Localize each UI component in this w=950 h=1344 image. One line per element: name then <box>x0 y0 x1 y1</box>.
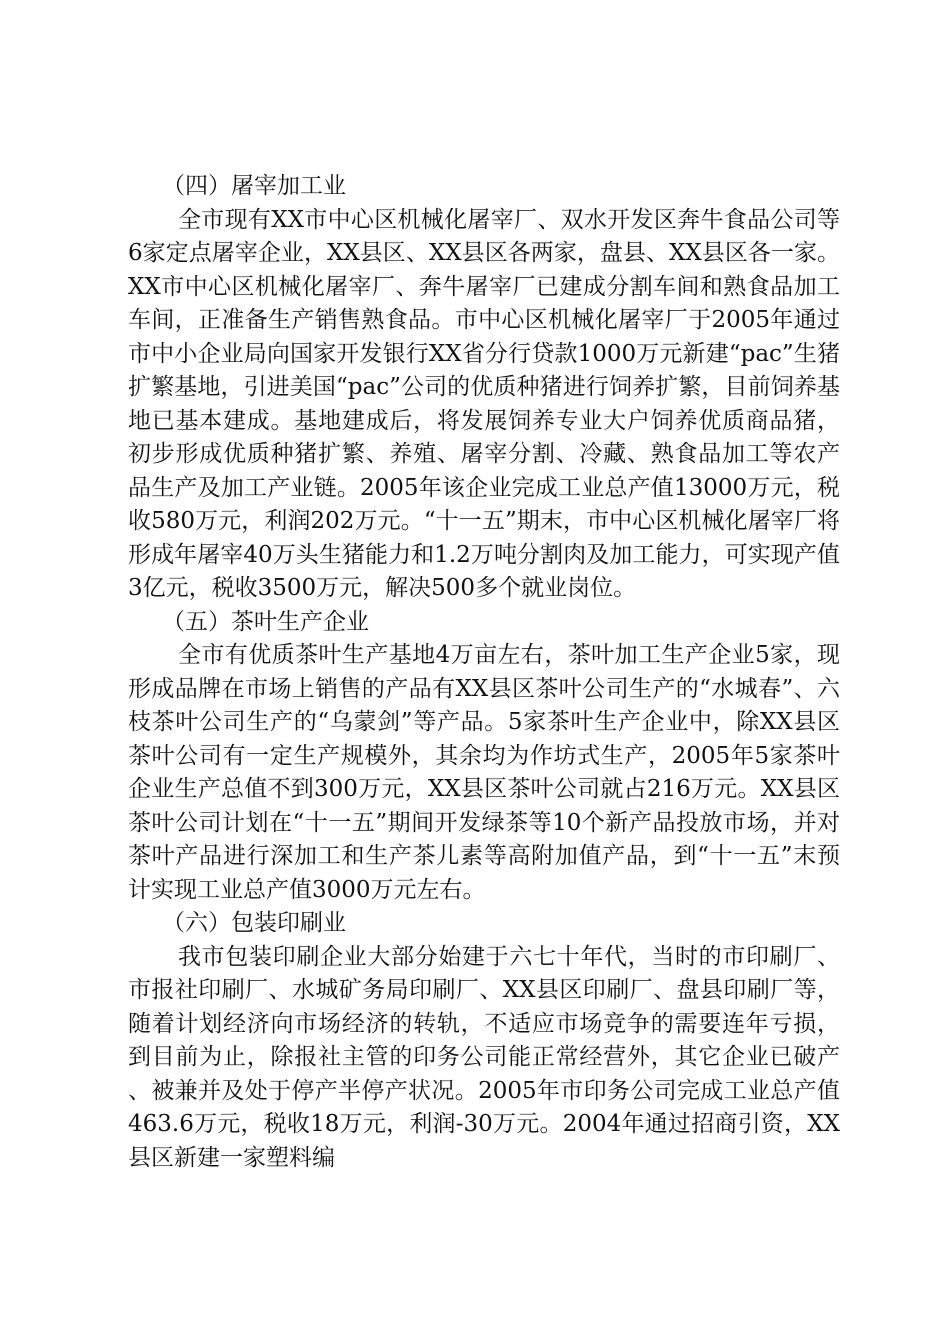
section-paragraph-printing: 我市包装印刷企业大部分始建于六七十年代，当时的市印刷厂、市报社印刷厂、水城矿务局印刷厂、XX县区印刷厂、盘县印刷厂等，随着计划经济向市场经济的转轨，不适应市场竞争的需要连年亏损，到目前为止，除报社主管的印务公司能正常经营外，其它企业已破产、被兼并及处于停产半停产状况。2005年市印务公司完成工业总产值463.6万元，税收18万元，利润-30万元。2004年通过招商引资，XX县区新建一家塑料编 <box>128 943 840 1171</box>
section-paragraph-tea: 全市有优质茶叶生产基地4万亩左右，茶叶加工生产企业5家，现形成品牌在市场上销售的产品有XX县区茶叶公司生产的“水城春”、六枝茶叶公司生产的“乌蒙剑”等产品。5家茶叶生产企业中，除XX县区茶叶公司有一定生产规模外，其余均为作坊式生产，2005年5家茶叶企业生产总值不到300万元，XX县区茶叶公司就占216万元。XX县区茶叶公司计划在“十一五”期间开发绿茶等10个新产品投放市场，并对茶叶产品进行深加工和生产茶儿素等高附加值产品，到“十一五”末预计实现工业总产值3000万元左右。 <box>128 642 840 903</box>
document-page <box>128 170 840 1175</box>
section-heading-slaughter: （四）屠宰加工业 <box>162 173 346 199</box>
section-paragraph-slaughter: 全市现有XX市中心区机械化屠宰厂、双水开发区奔牛食品公司等6家定点屠宰企业，XX县区、XX县区各两家，盘县、XX县区各一家。XX市中心区机械化屠宰厂、奔牛屠宰厂已建成分割车间和熟食品加工车间，正准备生产销售熟食品。市中心区机械化屠宰厂于2005年通过市中小企业局向国家开发银行XX省分行贷款1000万元新建“pac”生猪扩繁基地，引进美国“pac”公司的优质种猪进行饲养扩繁，目前饲养基地已基本建成。基地建成后，将发展饲养专业大户饲养优质商品猪，初步形成优质种猪扩繁、养殖、屠宰分割、冷藏、熟食品加工等农产品生产及加工产业链。2005年该企业完成工业总产值13000万元，税收580万元，利润202万元。“十一五”期末，市中心区机械化屠宰厂将形成年屠宰40万头生猪能力和1.2万吨分割肉及加工能力，可实现产值3亿元，税收3500万元，解决500多个就业岗位。 <box>128 206 840 601</box>
section-heading-tea: （五）茶叶生产企业 <box>162 608 369 635</box>
section-heading-printing: （六）包装印刷业 <box>162 910 346 936</box>
